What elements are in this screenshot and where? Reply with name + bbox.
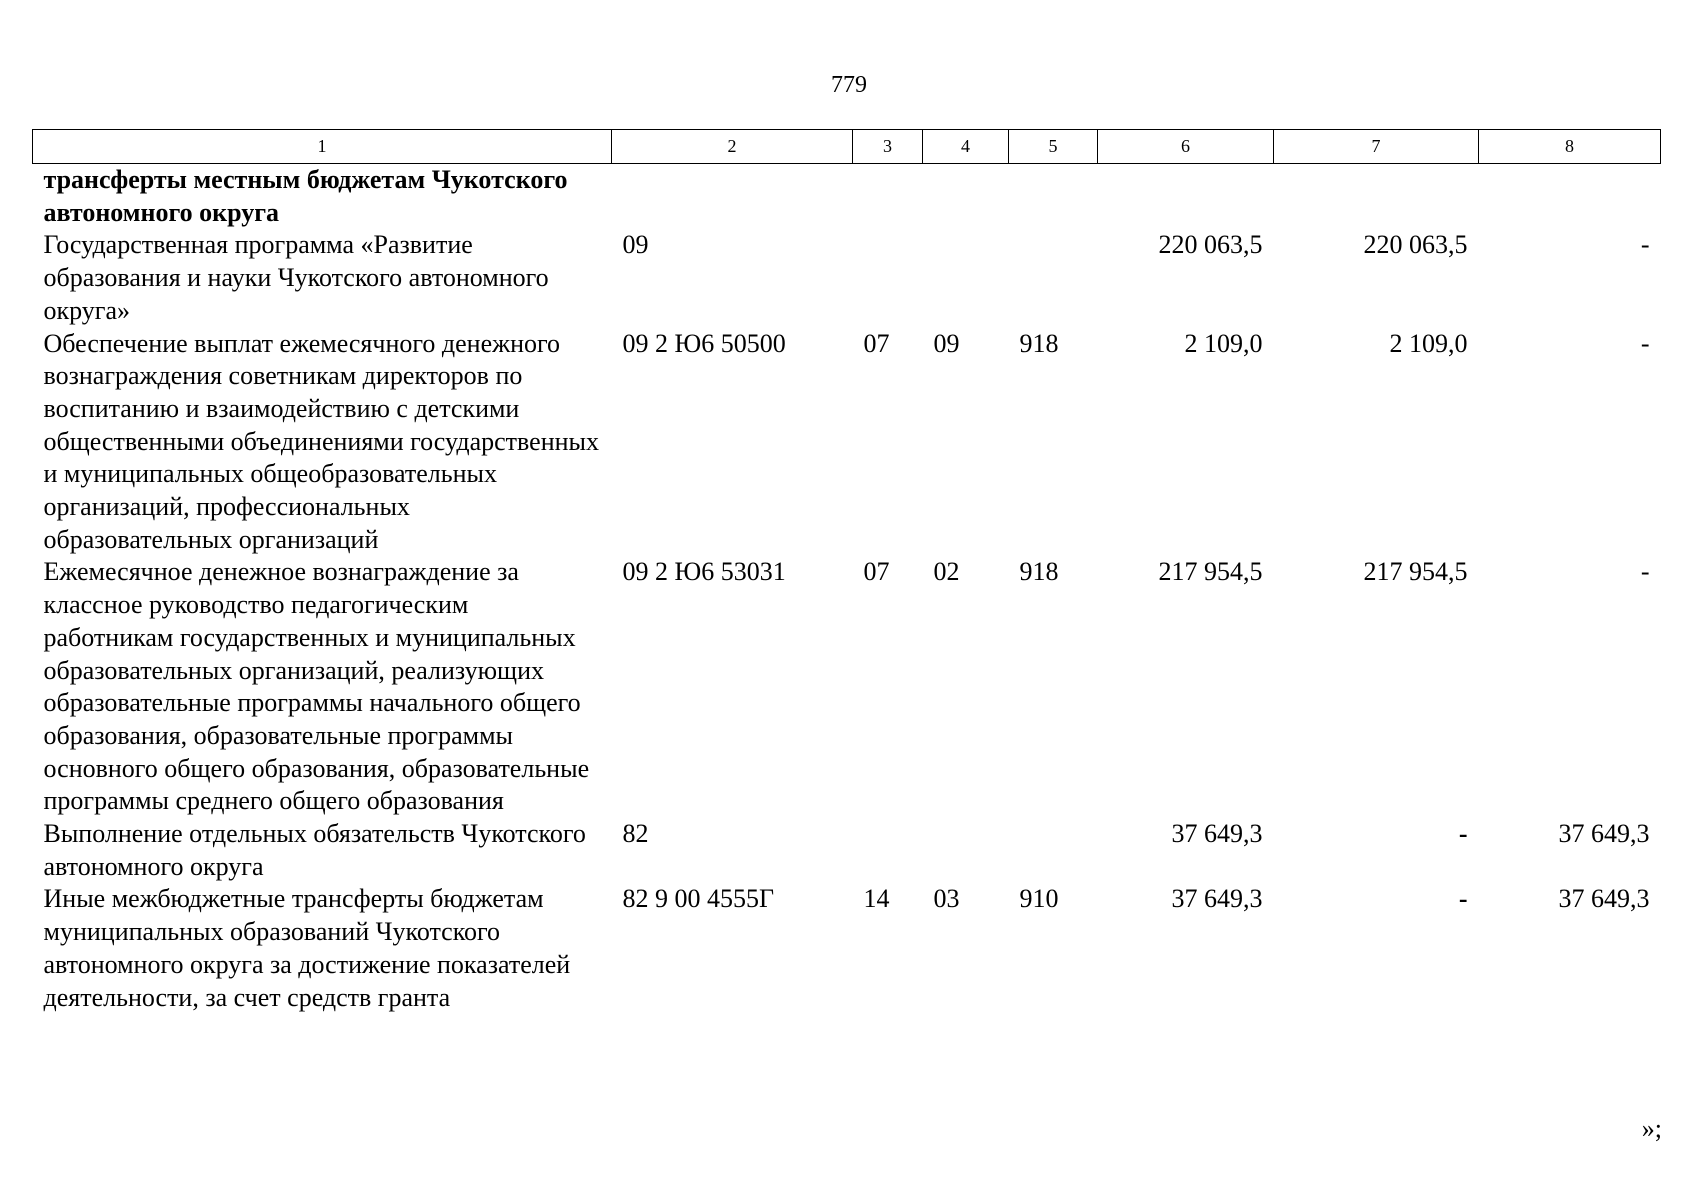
subsection-code	[923, 164, 1009, 230]
column-number: 4	[923, 130, 1009, 164]
subsection-code: 03	[933, 884, 960, 914]
column-number: 5	[1009, 130, 1098, 164]
column-8-amount: 37 649,3	[1558, 819, 1650, 849]
table-row	[33, 883, 1661, 1014]
target-article-code	[612, 164, 853, 230]
column-7-amount: -	[1458, 819, 1468, 849]
column-8-amount: 37 649,3	[1558, 884, 1650, 914]
target-article-code: 82 9 00 4555Г	[622, 884, 775, 914]
page-number: 779	[831, 72, 867, 98]
column-number: 7	[1274, 130, 1479, 164]
table-row	[33, 229, 1661, 327]
table-row	[33, 328, 1661, 557]
target-article-code: 09 2 Ю6 50500	[622, 328, 786, 358]
budget-table	[32, 129, 1661, 1014]
total-amount: 37 649,3	[1171, 819, 1263, 849]
section-code	[853, 818, 923, 883]
row-name: трансферты местным бюджетам Чукотского автономного округа	[43, 165, 568, 227]
column-8-amount	[1479, 164, 1661, 230]
target-article-code: 09	[622, 230, 649, 260]
table-row	[33, 164, 1661, 230]
column-7-amount: 217 954,5	[1363, 557, 1468, 587]
column-number: 6	[1098, 130, 1274, 164]
subsection-code: 09	[933, 328, 960, 358]
section-code: 07	[863, 328, 890, 358]
column-number: 3	[853, 130, 923, 164]
expense-type-code	[1009, 229, 1098, 327]
section-code: 07	[863, 557, 890, 587]
column-number: 8	[1479, 130, 1661, 164]
table-row	[33, 556, 1661, 818]
column-8-amount: -	[1640, 230, 1650, 260]
column-7-amount: 220 063,5	[1363, 230, 1468, 260]
row-name: Государственная программа «Развитие образования и науки Чукотского автономного округа»	[43, 230, 549, 325]
total-amount: 2 109,0	[1184, 328, 1263, 358]
column-number-row	[33, 130, 1661, 164]
column-number: 1	[33, 130, 612, 164]
total-amount: 220 063,5	[1158, 230, 1263, 260]
column-number: 2	[612, 130, 853, 164]
target-article-code: 82	[622, 819, 649, 849]
total-amount	[1098, 164, 1274, 230]
section-code	[853, 164, 923, 230]
row-name: Ежемесячное денежное вознаграждение за классное руководство педагогическим работникам государственных и муниципальных образовательных организаций, реализующих образовательные программы начального общего образования, образовательные программы основного общего образования, образовательные программы среднего общего образования	[43, 557, 590, 816]
row-name: Выполнение отдельных обязательств Чукотского автономного округа	[43, 819, 586, 881]
column-8-amount: -	[1640, 328, 1650, 358]
column-7-amount: -	[1458, 884, 1468, 914]
total-amount: 217 954,5	[1158, 557, 1263, 587]
section-code: 14	[863, 884, 890, 914]
expense-type-code	[1009, 164, 1098, 230]
column-7-amount	[1274, 164, 1479, 230]
expense-type-code: 910	[1019, 884, 1059, 914]
total-amount: 37 649,3	[1171, 884, 1263, 914]
column-7-amount: 2 109,0	[1389, 328, 1468, 358]
table-row	[33, 818, 1661, 883]
section-code	[853, 229, 923, 327]
expense-type-code: 918	[1019, 557, 1059, 587]
expense-type-code: 918	[1019, 328, 1059, 358]
expense-type-code	[1009, 818, 1098, 883]
target-article-code: 09 2 Ю6 53031	[622, 557, 786, 587]
subsection-code: 02	[933, 557, 960, 587]
closing-quote-mark: »;	[1641, 1114, 1662, 1143]
row-name: Иные межбюджетные трансферты бюджетам муниципальных образований Чукотского автономного округа за достижение показателей деятельности, за счет средств гранта	[43, 884, 571, 1012]
subsection-code	[923, 229, 1009, 327]
row-name: Обеспечение выплат ежемесячного денежного вознаграждения советникам директоров по воспитанию и взаимодействию с детскими общественными объединениями государственных и муниципальных общеобразовательных организаций, профессиональных образовательных организаций	[43, 328, 599, 554]
column-8-amount: -	[1640, 557, 1650, 587]
subsection-code	[923, 818, 1009, 883]
